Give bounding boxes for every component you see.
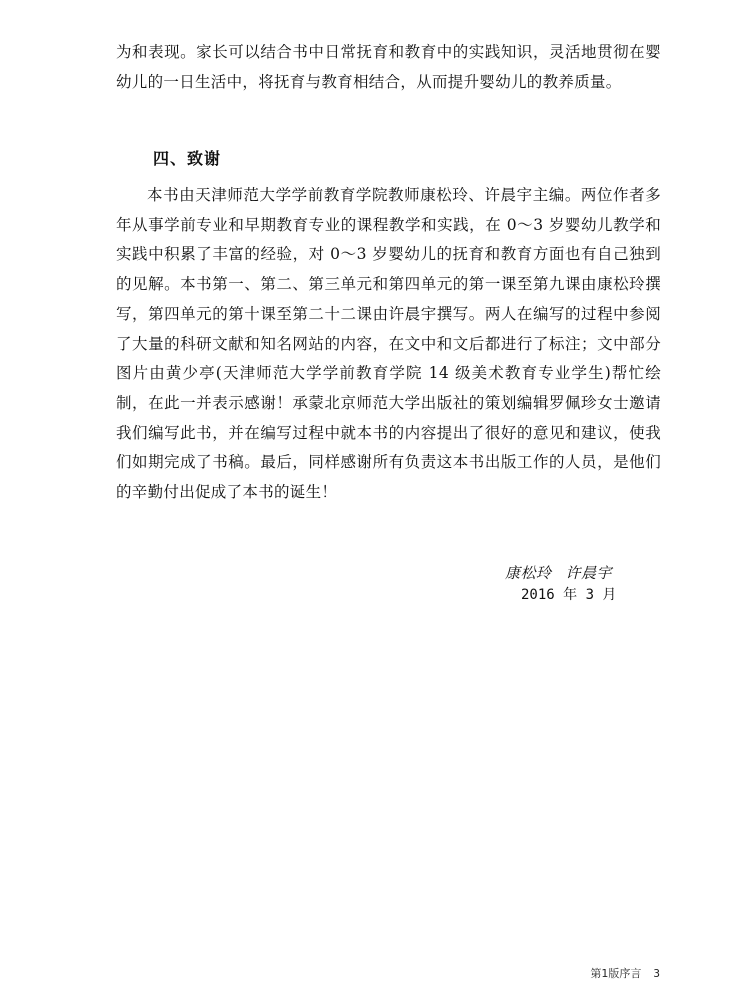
author-name: 康松玲	[505, 564, 552, 582]
section-heading: 四、致谢	[153, 149, 222, 168]
page-footer	[590, 965, 660, 981]
page-number: 3	[653, 967, 660, 980]
footer-section-label: 第1版序言	[590, 967, 642, 980]
author-names	[505, 562, 645, 584]
acknowledgement-paragraph: 本书由天津师范大学学前教育学院教师康松玲、许晨宇主编。两位作者多年从事学前专业和早期教育专业的课程教学和实践，在 0～3 岁婴幼儿教学和实践中积累了丰富的经验，对 0～3 岁婴幼儿的抚育和教育方面也有自己独到的见解。本书第一、第二、第三单元和第四单元的第一课至第九课由康松玲撰写，第四单元的第十课至第二十二课由许晨宇撰写。两人在编写的过程中参阅了大量的科研文献和知名网站的内容，在文中和文后都进行了标注；文中部分图片由黄少亭(天津师范大学学前教育学院 14 级美术教育专业学生)帮忙绘制，在此一并表示感谢！承蒙北京师范大学出版社的策划编辑罗佩珍女士邀请我们编写此书，并在编写过程中就本书的内容提出了很好的意见和建议，使我们如期完成了书稿。最后，同样感谢所有负责这本书出版工作的人员，是他们的辛勤付出促成了本书的诞生！	[116, 186, 661, 502]
signature-block	[505, 562, 645, 606]
author-name: 许晨宇	[565, 564, 613, 582]
signature-date: 2016 年 3 月	[521, 587, 617, 603]
continuation-paragraph: 为和表现。家长可以结合书中日常抚育和教育中的实践知识，灵活地贯彻在婴幼儿的一日生活中，将抚育与教育相结合，从而提升婴幼儿的教养质量。	[116, 43, 661, 91]
